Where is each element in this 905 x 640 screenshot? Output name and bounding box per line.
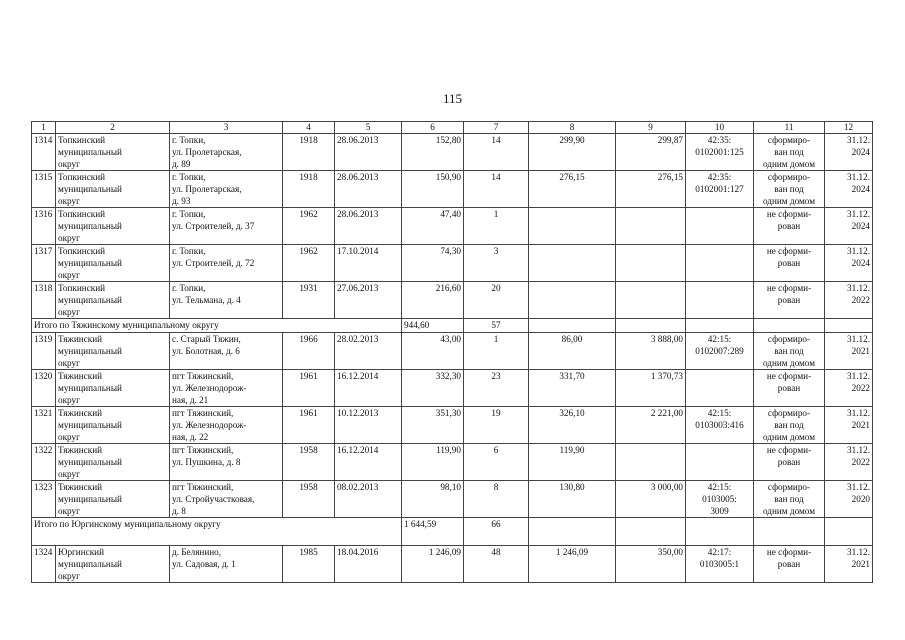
table-cell: 1958 (283, 444, 335, 481)
table-cell: 276,15 (529, 171, 616, 208)
table-row (32, 546, 873, 583)
table-body (32, 122, 873, 583)
header-cell: 1 (32, 122, 56, 134)
table-cell: 152,80 (402, 134, 464, 171)
table-cell: пгт Тяжинский, ул. Пушкина, д. 8 (170, 444, 283, 481)
table-row (32, 171, 873, 208)
table-cell: 28.06.2013 (335, 208, 402, 245)
table-cell: Тяжинский муниципальный округ (56, 481, 170, 518)
table-cell (616, 245, 686, 282)
header-cell: 8 (529, 122, 616, 134)
table-cell: 98,10 (402, 481, 464, 518)
table-cell: 17.10.2014 (335, 245, 402, 282)
table-cell: 1324 (32, 546, 56, 583)
table-cell: 74,30 (402, 245, 464, 282)
empty-cell (686, 319, 754, 333)
table-cell: 19 (464, 407, 529, 444)
table-cell: 1315 (32, 171, 56, 208)
table-cell: Тяжинский муниципальный округ (56, 333, 170, 370)
table-cell: сформиро- ван под одним домом (754, 171, 825, 208)
table-cell: 1931 (283, 282, 335, 319)
table-cell (686, 444, 754, 481)
table-cell: 1318 (32, 282, 56, 319)
table-cell: Тяжинский муниципальный округ (56, 370, 170, 407)
table-cell: сформиро- ван под одним домом (754, 134, 825, 171)
table-cell: 1 370,73 (616, 370, 686, 407)
table-cell (686, 245, 754, 282)
table-cell: д. Белянино, ул. Садовая, д. 1 (170, 546, 283, 583)
total-row (32, 319, 873, 333)
total-label: Итого по Юргинскому муниципальному округу (32, 518, 402, 546)
table-cell (616, 282, 686, 319)
table-cell: не сформи- рован (754, 370, 825, 407)
table-cell (686, 370, 754, 407)
table-cell: 1966 (283, 333, 335, 370)
table-cell: 119,90 (402, 444, 464, 481)
table-cell: 3 888,00 (616, 333, 686, 370)
empty-cell (754, 518, 825, 546)
table-cell: 2 221,00 (616, 407, 686, 444)
table-cell (616, 208, 686, 245)
table-cell: 130,80 (529, 481, 616, 518)
table-cell: 350,00 (616, 546, 686, 583)
table-cell: 42:15: 0103005: 3009 (686, 481, 754, 518)
table-cell: 1323 (32, 481, 56, 518)
table-cell: 31.12. 2022 (825, 444, 873, 481)
housing-table (31, 121, 873, 583)
header-cell: 3 (170, 122, 283, 134)
total-row (32, 518, 873, 546)
table-cell: 1961 (283, 407, 335, 444)
table-cell (529, 208, 616, 245)
table-cell: сформиро- ван под одним домом (754, 407, 825, 444)
table-cell: 1 246,09 (529, 546, 616, 583)
table-cell: г. Топки, ул. Пролетарская, д. 93 (170, 171, 283, 208)
table-row (32, 333, 873, 370)
table-cell: 1962 (283, 245, 335, 282)
table-row (32, 208, 873, 245)
table-cell: 31.12. 2022 (825, 370, 873, 407)
header-cell: 2 (56, 122, 170, 134)
table-cell: 1316 (32, 208, 56, 245)
table-cell: 31.12. 2020 (825, 481, 873, 518)
header-cell: 4 (283, 122, 335, 134)
table-cell: 1314 (32, 134, 56, 171)
table-cell: 1 246,09 (402, 546, 464, 583)
table-cell: 28.06.2013 (335, 171, 402, 208)
table-cell: 3 (464, 245, 529, 282)
table-cell: Топкинский муниципальный округ (56, 134, 170, 171)
table-cell: 8 (464, 481, 529, 518)
table-cell: 1319 (32, 333, 56, 370)
header-cell: 11 (754, 122, 825, 134)
total-area: 944,60 (402, 319, 464, 333)
table-cell: 31.12. 2024 (825, 171, 873, 208)
table-cell: 216,60 (402, 282, 464, 319)
header-row (32, 122, 873, 134)
table-cell: 1320 (32, 370, 56, 407)
table-cell: 150,90 (402, 171, 464, 208)
table-cell: 48 (464, 546, 529, 583)
table-cell: г. Топки, ул. Строителей, д. 37 (170, 208, 283, 245)
table-cell: 86,00 (529, 333, 616, 370)
total-count: 66 (464, 518, 529, 546)
table-cell: г. Топки, ул. Пролетарская, д. 89 (170, 134, 283, 171)
table-cell: 42:35: 0102001:125 (686, 134, 754, 171)
table-cell: 31.12. 2022 (825, 282, 873, 319)
table-cell: 1322 (32, 444, 56, 481)
table-cell: 14 (464, 134, 529, 171)
empty-cell (529, 319, 616, 333)
table-cell: Юргинский муниципальный округ (56, 546, 170, 583)
table-cell: сформиро- ван под одним домом (754, 333, 825, 370)
table-cell: 16.12.2014 (335, 444, 402, 481)
table-cell (529, 282, 616, 319)
table-row (32, 407, 873, 444)
header-cell: 7 (464, 122, 529, 134)
table-cell: не сформи- рован (754, 245, 825, 282)
table-row (32, 282, 873, 319)
empty-cell (529, 518, 616, 546)
empty-cell (686, 518, 754, 546)
table-cell: с. Старый Тяжин, ул. Болотная, д. 6 (170, 333, 283, 370)
table-cell (616, 444, 686, 481)
empty-cell (825, 319, 873, 333)
table-cell: 28.02.2013 (335, 333, 402, 370)
table-cell: 6 (464, 444, 529, 481)
table-row (32, 481, 873, 518)
table-cell: 14 (464, 171, 529, 208)
table-cell: 1918 (283, 134, 335, 171)
empty-cell (825, 518, 873, 546)
table-cell: сформиро- ван под одним домом (754, 481, 825, 518)
table-cell: 1961 (283, 370, 335, 407)
table-cell: 299,87 (616, 134, 686, 171)
table-cell: г. Топки, ул. Строителей, д. 72 (170, 245, 283, 282)
table-row (32, 245, 873, 282)
table-cell: 3 000,00 (616, 481, 686, 518)
table-cell: 08.02.2013 (335, 481, 402, 518)
table-cell: пгт Тяжинский, ул. Железнодорож- ная, д. 22 (170, 407, 283, 444)
table-cell (529, 245, 616, 282)
table-cell: 31.12. 2024 (825, 245, 873, 282)
empty-cell (616, 518, 686, 546)
table-cell: Топкинский муниципальный округ (56, 171, 170, 208)
table-cell: 1958 (283, 481, 335, 518)
total-label: Итого по Тяжинскому муниципальному округу (32, 319, 402, 333)
table-cell: 43,00 (402, 333, 464, 370)
table-cell: 331,70 (529, 370, 616, 407)
table-cell: не сформи- рован (754, 444, 825, 481)
table-cell: 27.06.2013 (335, 282, 402, 319)
page-number: 115 (442, 91, 463, 106)
table-cell: 16.12.2014 (335, 370, 402, 407)
table-cell: 1962 (283, 208, 335, 245)
table-cell: 1918 (283, 171, 335, 208)
table-cell: Тяжинский муниципальный округ (56, 407, 170, 444)
table-cell: 47,40 (402, 208, 464, 245)
table-cell: 299,90 (529, 134, 616, 171)
table-cell: 1321 (32, 407, 56, 444)
header-cell: 5 (335, 122, 402, 134)
table-row (32, 134, 873, 171)
table-cell: 1317 (32, 245, 56, 282)
table-cell: 31.12. 2021 (825, 333, 873, 370)
table-cell: 42:17: 0103005:1 (686, 546, 754, 583)
table-cell: 351,30 (402, 407, 464, 444)
table-cell: пгт Тяжинский, ул. Стройучастковая, д. 8 (170, 481, 283, 518)
table-cell: 10.12.2013 (335, 407, 402, 444)
table-cell: 31.12. 2024 (825, 134, 873, 171)
total-area: 1 644,59 (402, 518, 464, 546)
table-cell: Топкинский муниципальный округ (56, 208, 170, 245)
table-row (32, 444, 873, 481)
table-cell: 1 (464, 208, 529, 245)
table-cell: не сформи- рован (754, 208, 825, 245)
table-cell: Тяжинский муниципальный округ (56, 444, 170, 481)
table-cell: 28.06.2013 (335, 134, 402, 171)
header-cell: 9 (616, 122, 686, 134)
table-cell: 18.04.2016 (335, 546, 402, 583)
table-cell: 119,90 (529, 444, 616, 481)
table-cell: 1985 (283, 546, 335, 583)
header-cell: 6 (402, 122, 464, 134)
header-cell: 12 (825, 122, 873, 134)
table-cell: 276,15 (616, 171, 686, 208)
table-cell: 326,10 (529, 407, 616, 444)
table-cell: не сформи- рован (754, 546, 825, 583)
table-cell: пгт Тяжинский, ул. Железнодорож- ная, д. 21 (170, 370, 283, 407)
empty-cell (616, 319, 686, 333)
table-row (32, 370, 873, 407)
table-cell: Топкинский муниципальный округ (56, 245, 170, 282)
table-cell: 23 (464, 370, 529, 407)
table-cell: г. Топки, ул. Тельмана, д. 4 (170, 282, 283, 319)
table-cell: 42:15: 0102007:289 (686, 333, 754, 370)
table-cell: 1 (464, 333, 529, 370)
total-count: 57 (464, 319, 529, 333)
table-cell: 31.12. 2021 (825, 546, 873, 583)
table-cell (686, 282, 754, 319)
header-cell: 10 (686, 122, 754, 134)
table-cell: 31.12. 2024 (825, 208, 873, 245)
table-cell: 42:15: 0103003:416 (686, 407, 754, 444)
table-cell: Топкинский муниципальный округ (56, 282, 170, 319)
table-cell: 31.12. 2021 (825, 407, 873, 444)
table-cell: 332,30 (402, 370, 464, 407)
table-cell: не сформи- рован (754, 282, 825, 319)
empty-cell (754, 319, 825, 333)
table-cell: 42:35: 0102001:127 (686, 171, 754, 208)
table-cell (686, 208, 754, 245)
table-cell: 20 (464, 282, 529, 319)
